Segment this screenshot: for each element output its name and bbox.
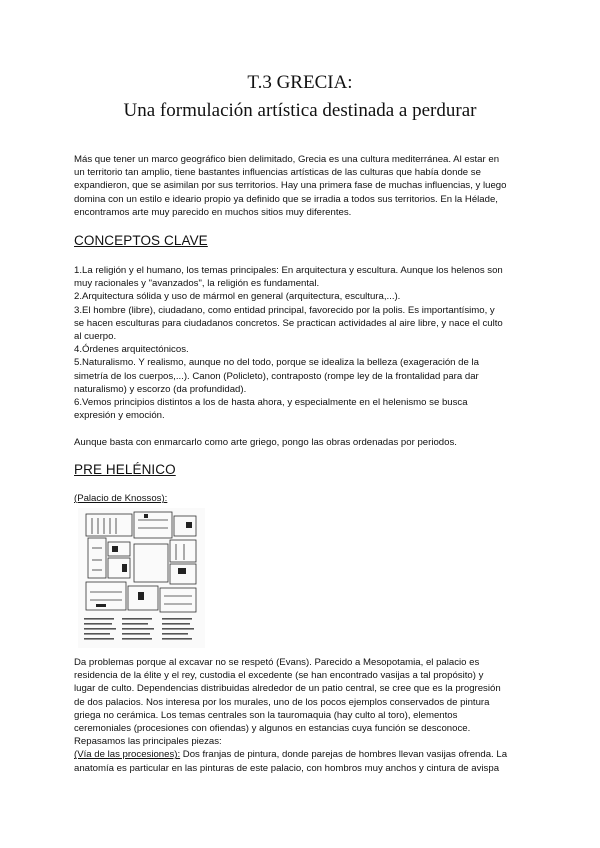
text-line: naturalismo) y escorzo (da profundidad).: [74, 383, 247, 395]
document-subtitle: Una formulación artística destinada a perdurar: [123, 100, 477, 121]
text-line: al cuerpo.: [74, 331, 117, 343]
text-line: residencia de la élite y el rey, custodia el excedente (se han encontrado vasijas a tal propósito) y: [74, 670, 484, 682]
text-line: domina con un estilo e ideario propio ya definido que se irradia a todos sus territorios. En la Hélade,: [74, 193, 498, 205]
text-line: encontramos arte muy parecido en muchos sitios muy diferentes.: [74, 206, 352, 218]
text-line: griega no cerámica. Los temas centrales son la tauromaquia (hay culto al toro), elementos: [74, 709, 458, 721]
via-procesiones-label: (Vía de las procesiones):: [74, 749, 181, 761]
text-line: 1.La religión y el humano, los temas principales: En arquitectura y escultura. Aunque los helenos son: [74, 265, 503, 276]
text-line: expandieron, que se asimilan por sus territorios. Hay una primera fase de muchas influencias, y luego: [74, 180, 507, 192]
text-line: [74, 748, 534, 761]
text-line: 5.Naturalismo. Y realismo, aunque no del todo, porque se idealiza la belleza (exageración de la: [74, 357, 479, 369]
text-line: 2.Arquitectura sólida y uso de mármol en general (arquitectura, escultura,...).: [74, 291, 401, 303]
subheading-knossos: (Palacio de Knossos):: [74, 493, 168, 504]
section-heading-prehelenico: PRE HELÉNICO: [74, 462, 176, 477]
conceptos-list: [74, 264, 534, 422]
text-line: Da problemas porque al excavar no se respetó (Evans). Parecido a Mesopotamia, el palacio es: [74, 657, 480, 668]
intro-paragraph: [74, 153, 534, 219]
text-line: simetría de los cuerpos,...). Canon (Policleto), contraposto (rompe ley de la frontalidad para dar: [74, 370, 479, 382]
text-line: 3.El hombre (libre), ciudadano, como entidad principal, favorecido por la polis. Es importantísimo, y: [74, 304, 495, 316]
text-line: ceremoniales (procesiones con ofiendas) y algunos en estancias cuya función se desconoce.: [74, 723, 471, 735]
text-line: 6.Vemos principios distintos a los de hasta ahora, y especialmente en el helenismo se busca: [74, 397, 468, 409]
section-heading-conceptos: CONCEPTOS CLAVE: [74, 233, 208, 248]
knossos-palace-plan-image: [78, 508, 205, 648]
conceptos-closing: [74, 436, 534, 449]
text-line: Repasamos las principales piezas:: [74, 736, 222, 748]
text-line: de dos palacios. Nos interesa por los murales, uno de los pocos ejemplos conservados de pintura: [74, 696, 490, 708]
document-title: T.3 GRECIA:: [247, 72, 353, 93]
text-line: 4.Órdenes arquitectónicos.: [74, 344, 189, 356]
text-line: Aunque basta con enmarcarlo como arte griego, pongo las obras ordenadas por periodos.: [74, 437, 457, 448]
via-procesiones-text: Dos franjas de pintura, donde parejas de hombres llevan vasijas ofrenda. La: [180, 749, 508, 761]
text-line: Más que tener un marco geográfico bien delimitado, Grecia es una cultura mediterránea. Al estar en: [74, 154, 500, 165]
text-line: se hacen esculturas para ciudadanos concretos. Se practican actividades al aire libre, y nace el culto: [74, 317, 503, 329]
knossos-paragraph: [74, 656, 534, 775]
text-line: muy racionales y "avanzados", la religión es fundamental.: [74, 278, 320, 290]
text-line: expresión y emoción.: [74, 410, 165, 422]
text-line: lugar de culto. Dependencias distribuidas alrededor de un patio central, se cree que es la progresión: [74, 683, 501, 695]
text-line: anatomía es particular en las pinturas de este palacio, con hombros muy anchos y cintura de avispa: [74, 762, 500, 774]
text-line: un territorio tan amplio, tiene bastantes influencias artísticas de las culturas que había donde se: [74, 167, 481, 179]
